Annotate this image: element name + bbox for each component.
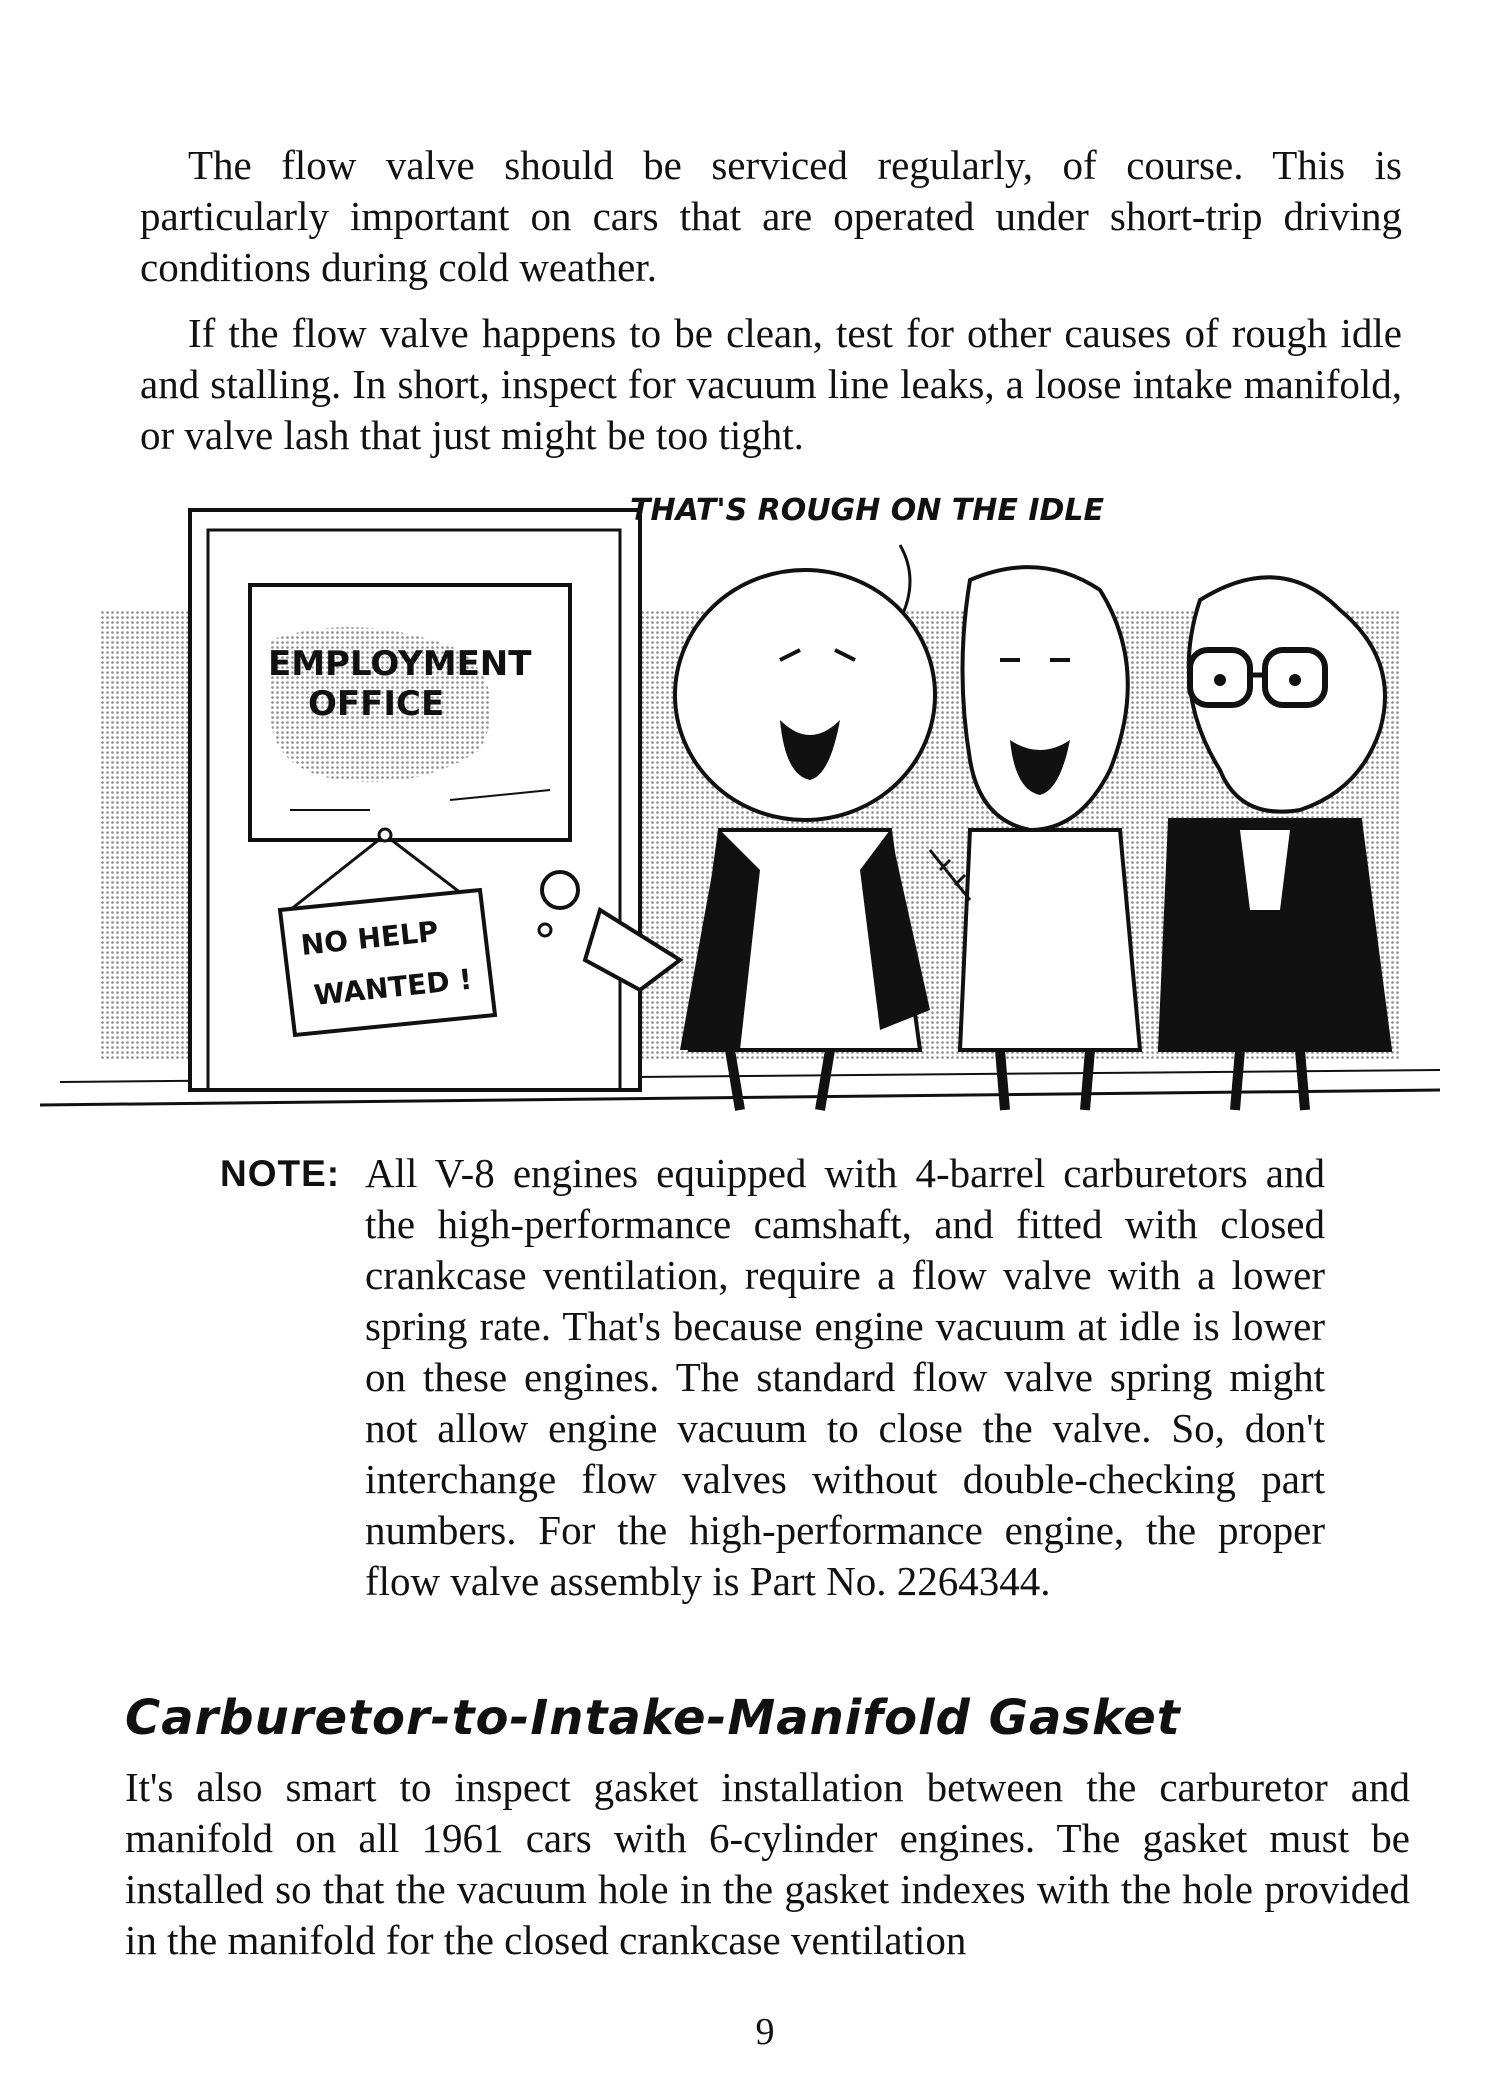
hanging-sign-line2: WANTED ! [312,962,474,1012]
gasket-paragraph: It's also smart to inspect gasket installation between the carburetor and manifold on all 1961 cars with 6-cylinder engines. The gasket must be installed so that the vacuum hole in the gasket indexes with the hole provided in the manifold for the closed crankcase ventilation [125,1764,1410,1963]
door-sign-line2: OFFICE [308,684,445,724]
speech-caption: THAT'S ROUGH ON THE IDLE [630,493,1104,528]
section-heading: Carburetor-to-Intake-Manifold Gasket [125,1690,1181,1746]
cartoon-illustration [40,490,1460,1130]
intro-paragraph: The flow valve should be serviced regularly, of course. This is particularly important on cars that are operated under short-trip driving conditions during cold weather. [140,142,1402,290]
note-label: NOTE: [220,1153,341,1194]
causes-paragraph: If the flow valve happens to be clean, test for other causes of rough idle and stalling. In short, inspect for vacuum line leaks, a loose intake manifold, or valve lash that just might be too tight. [140,310,1402,458]
page-number: 9 [755,2011,775,2053]
door-sign-line1: EMPLOYMENT [268,644,532,684]
hanging-sign-line1: NO HELP [299,914,440,962]
cartoon-man-right [1160,577,1390,1110]
door-knob [542,872,578,908]
note-text: All V-8 engines equipped with 4-barrel carburetors and the high-performance camshaft, and fitted with closed crankcase ventilation, require a flow valve with a lower spring rate. That's because engine vacuum at idle is lower on these engines. The standard flow valve spring might not allow engine vacuum to close the valve. So, don't interchange flow valves without double-checking part numbers. For the high-performance engine, the proper flow valve assembly is Part No. 2264344. [365,1150,1325,1604]
